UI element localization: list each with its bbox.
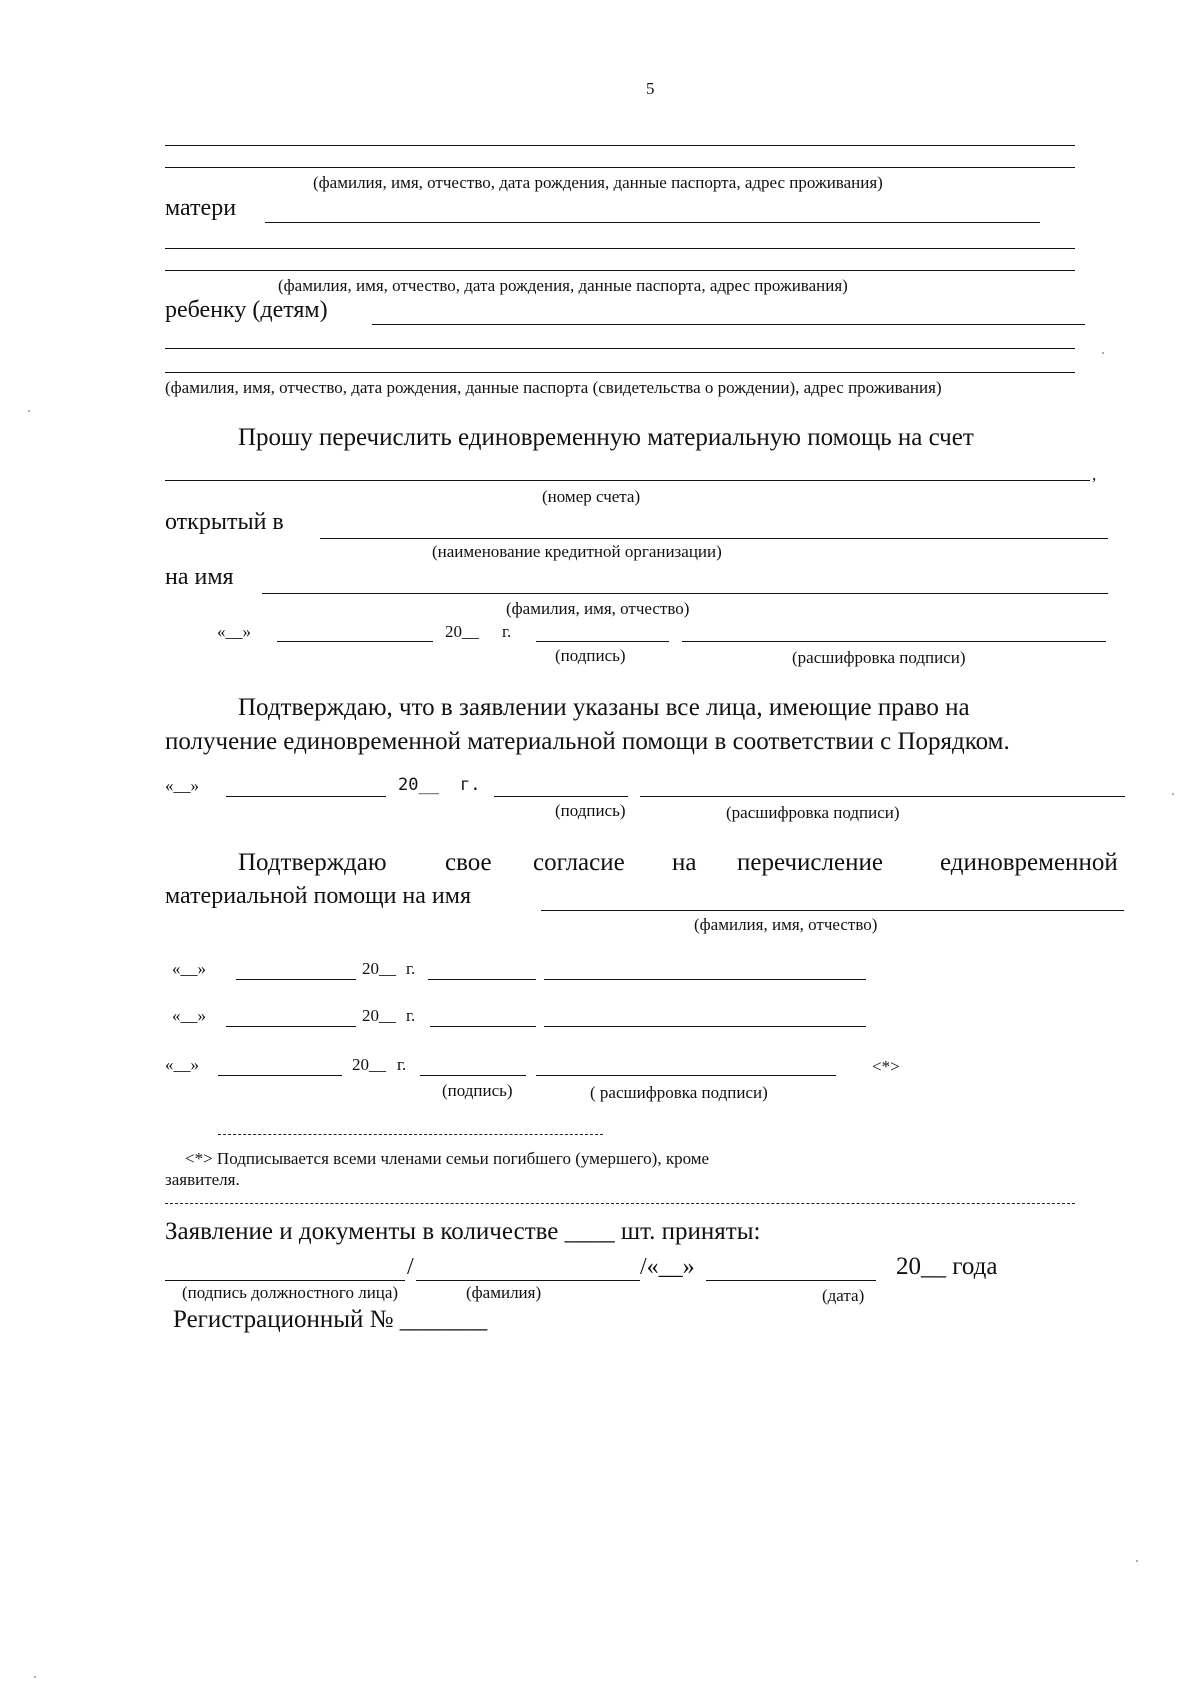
date-year: 20__ <box>362 1006 396 1025</box>
name-field-line[interactable] <box>262 593 1108 594</box>
caption-signature-decode: ( расшифровка подписи) <box>590 1083 768 1102</box>
caption-fio: (фамилия, имя, отчество) <box>694 915 878 934</box>
caption-official-signature: (подпись должностного лица) <box>182 1283 399 1302</box>
date-year: 20__ <box>398 775 439 795</box>
date-month-line[interactable] <box>277 641 433 642</box>
comma: , <box>1092 465 1097 484</box>
date-month-line[interactable] <box>218 1075 342 1076</box>
footnote-separator <box>218 1134 603 1135</box>
confirm-text-line2: получение единовременной материальной помощи в соответствии с Порядком. <box>165 728 1010 755</box>
label-child: ребенку (детям) <box>165 297 328 323</box>
official-surname-line[interactable] <box>416 1280 640 1281</box>
scan-speck <box>1136 1560 1138 1562</box>
request-text: Прошу перечислить единовременную материальную помощь на счет <box>238 424 974 451</box>
date-day: «__» <box>165 1055 199 1074</box>
mother-field-line[interactable] <box>265 222 1040 223</box>
official-signature-line[interactable] <box>165 1280 405 1281</box>
date-month-line[interactable] <box>226 1026 356 1027</box>
label-mother: матери <box>165 195 237 221</box>
consent-word: единовременной <box>940 849 1118 876</box>
scan-speck <box>34 1676 36 1678</box>
consent-word: согласие <box>533 849 625 876</box>
fill-line <box>165 348 1075 349</box>
date-year-suffix: г. <box>502 622 512 641</box>
consent-name-line[interactable] <box>541 910 1124 911</box>
caption-fio-passport: (фамилия, имя, отчество, дата рождения, данные паспорта, адрес проживания) <box>278 276 848 295</box>
signature-line[interactable] <box>494 796 628 797</box>
signature-decode-line[interactable] <box>544 979 866 980</box>
signature-decode-line[interactable] <box>682 641 1106 642</box>
fill-line <box>165 145 1075 146</box>
consent-word: на <box>672 849 697 876</box>
account-number-line[interactable] <box>165 480 1090 481</box>
date-day-accept: /«__» <box>640 1254 695 1280</box>
date-year: 20__ <box>352 1055 386 1074</box>
caption-surname: (фамилия) <box>466 1283 542 1302</box>
date-year: 20__ <box>445 622 479 641</box>
date-day: «__» <box>217 622 251 641</box>
scan-speck <box>1172 793 1174 795</box>
child-field-line[interactable] <box>372 324 1085 325</box>
caption-fio-certificate: (фамилия, имя, отчество, дата рождения, данные паспорта (свидетельства о рождении), адрес проживания) <box>165 378 942 397</box>
label-opened-in: открытый в <box>165 509 284 535</box>
signature-line[interactable] <box>420 1075 526 1076</box>
date-year: 20__ <box>362 959 396 978</box>
signature-decode-line[interactable] <box>544 1026 866 1027</box>
caption-signature: (подпись) <box>555 801 626 820</box>
date-year-suffix: г. <box>397 1055 407 1074</box>
date-day: «__» <box>172 1006 206 1025</box>
year-goda: 20__ года <box>896 1253 998 1280</box>
registration-text: Регистрационный № _______ <box>173 1306 488 1333</box>
caption-account-number: (номер счета) <box>542 487 641 506</box>
confirm-text-line1: Подтверждаю, что в заявлении указаны все лица, имеющие право на <box>238 694 970 721</box>
date-month-line[interactable] <box>226 796 386 797</box>
fill-line <box>165 248 1075 249</box>
fill-line <box>165 270 1075 271</box>
caption-signature-decode: (расшифровка подписи) <box>726 803 900 822</box>
signature-line[interactable] <box>428 979 536 980</box>
caption-signature: (подпись) <box>555 646 626 665</box>
date-month-line[interactable] <box>236 979 356 980</box>
consent-word: перечисление <box>737 849 883 876</box>
caption-date: (дата) <box>822 1286 865 1305</box>
consent-word: свое <box>445 849 492 876</box>
caption-fio: (фамилия, имя, отчество) <box>506 599 690 618</box>
scan-speck <box>1102 352 1104 354</box>
accept-date-line[interactable] <box>706 1280 876 1281</box>
caption-fio-passport: (фамилия, имя, отчество, дата рождения, данные паспорта, адрес проживания) <box>313 173 883 192</box>
caption-signature-decode: (расшифровка подписи) <box>792 648 966 667</box>
accepted-text: Заявление и документы в количестве ____ шт. приняты: <box>165 1218 761 1245</box>
fill-line <box>165 167 1075 168</box>
consent-word: Подтверждаю <box>238 849 387 876</box>
signature-line[interactable] <box>430 1026 536 1027</box>
caption-signature: (подпись) <box>442 1081 513 1100</box>
consent-line2: материальной помощи на имя <box>165 883 471 909</box>
footnote-mark: <*> <box>872 1057 900 1076</box>
scan-speck <box>28 410 30 412</box>
signature-line[interactable] <box>536 641 669 642</box>
label-in-name: на имя <box>165 564 234 590</box>
credit-org-line[interactable] <box>320 538 1108 539</box>
signature-decode-line[interactable] <box>536 1075 836 1076</box>
date-year-suffix: г. <box>406 959 416 978</box>
date-year-suffix: г. <box>406 1006 416 1025</box>
footnote-line1: <*> Подписывается всеми членами семьи погибшего (умершего), кроме <box>185 1149 710 1168</box>
date-year-suffix: г. <box>460 775 481 795</box>
signature-decode-line[interactable] <box>640 796 1125 797</box>
caption-credit-org: (наименование кредитной организации) <box>432 542 722 561</box>
page-number: 5 <box>646 79 655 98</box>
footnote-line2: заявителя. <box>165 1170 240 1189</box>
section-separator <box>165 1203 1075 1204</box>
fill-line <box>165 372 1075 373</box>
date-day: «__» <box>172 959 206 978</box>
slash: / <box>407 1254 414 1280</box>
date-day: «__» <box>165 776 199 795</box>
